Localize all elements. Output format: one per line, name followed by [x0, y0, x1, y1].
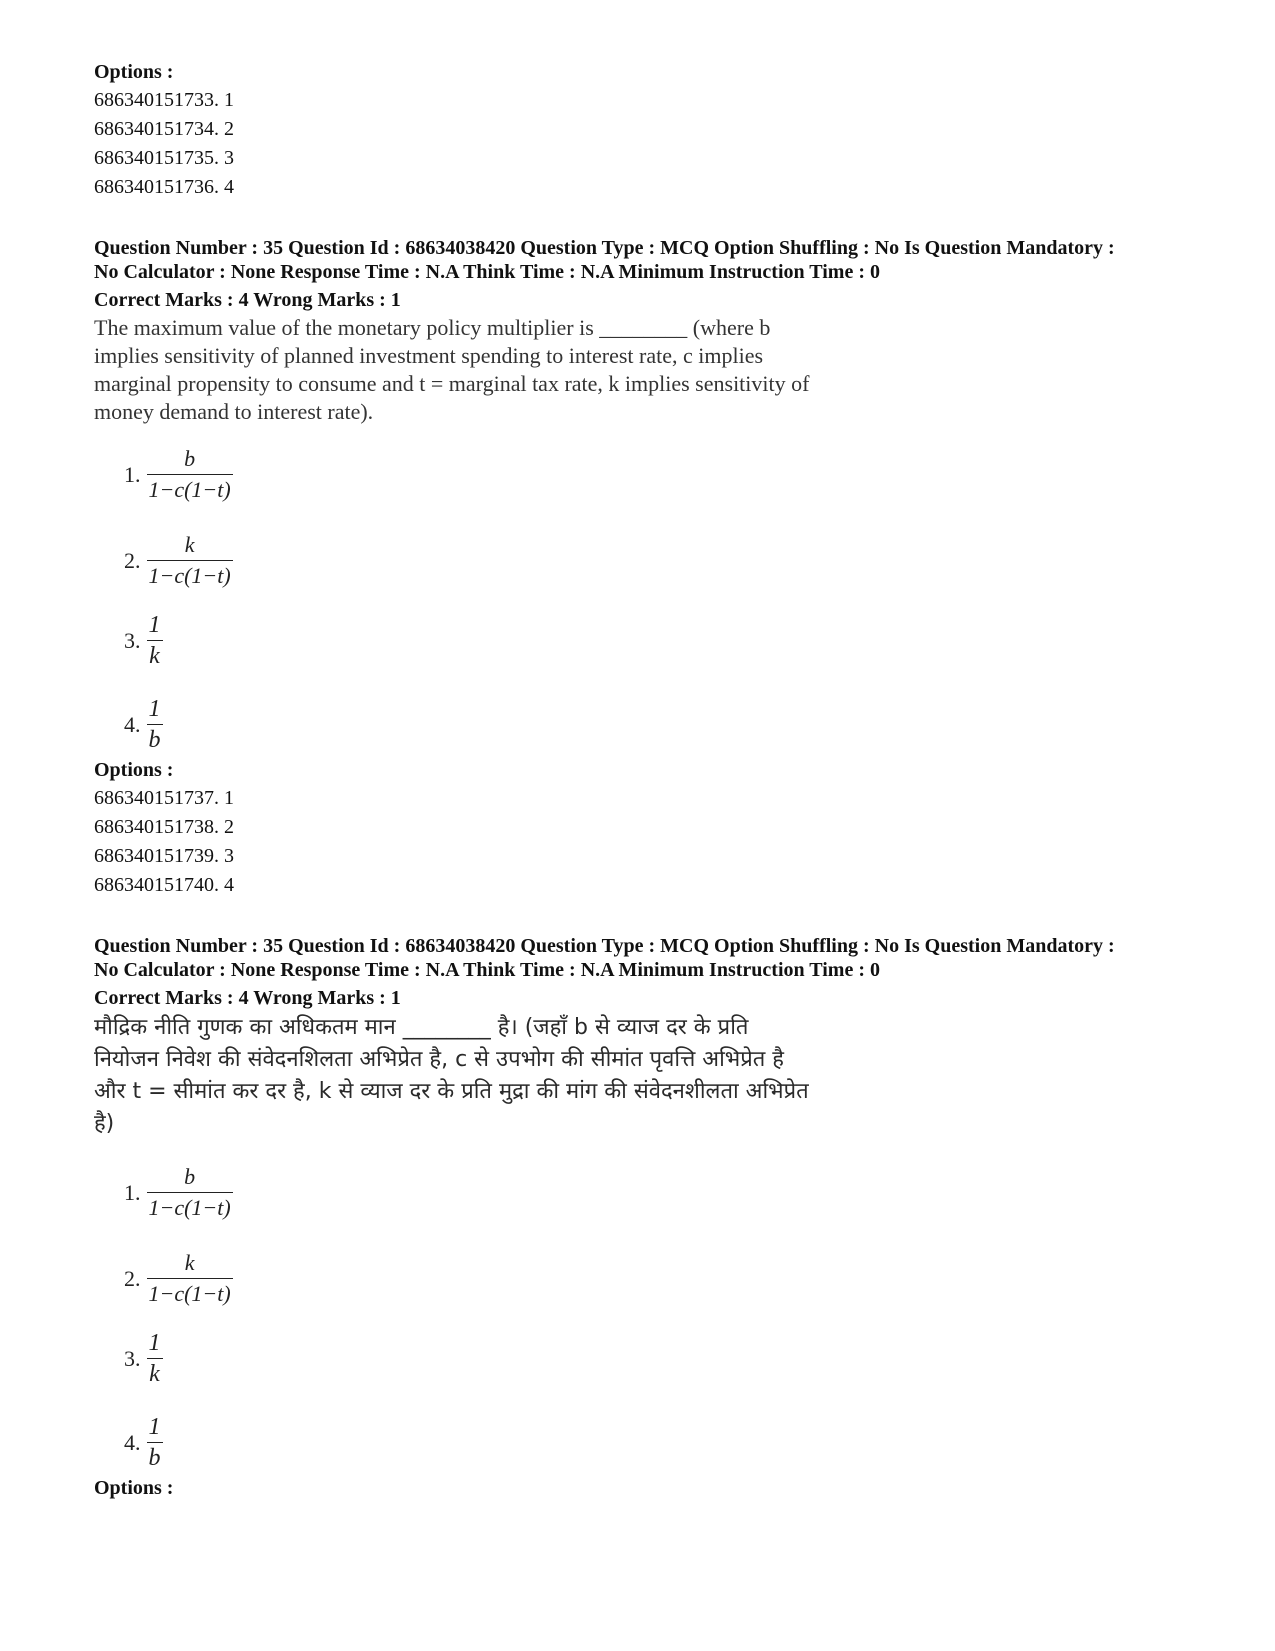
- q1-text-line: money demand to interest rate).: [94, 399, 374, 424]
- options-label: Options :: [94, 61, 174, 83]
- denominator: b: [148, 727, 161, 753]
- q1-text-line: The maximum value of the monetary policy multiplier is ________ (where b: [94, 315, 771, 340]
- q1-choice-4: [124, 696, 163, 753]
- q2-meta: [94, 934, 1214, 982]
- choice-number: 2.: [124, 547, 141, 573]
- fraction: [147, 1164, 233, 1221]
- q1-options-label: Options :: [94, 759, 174, 781]
- q2-meta-line2: No Calculator : None Response Time : N.A Think Time : N.A Minimum Instruction Time : 0: [94, 959, 880, 981]
- fraction: [147, 532, 233, 589]
- numerator: 1: [148, 612, 161, 638]
- fraction: [147, 1250, 233, 1307]
- option-item: 686340151740. 4: [94, 874, 234, 896]
- q2-choice-2: [124, 1250, 233, 1307]
- q1-choice-3: [124, 612, 163, 669]
- choice-number: 4.: [124, 711, 141, 737]
- q1-options-list: [94, 784, 234, 900]
- q2-text-line: नियोजन निवेश की संवेदनशिलता अभिप्रेत है, c से उपभोग की सीमांत पृवत्ति अभिप्रेत है: [94, 1047, 784, 1072]
- choice-number: 1.: [124, 1179, 141, 1205]
- q1-text-line: marginal propensity to consume and t = marginal tax rate, k implies sensitivity of: [94, 371, 810, 396]
- denominator: b: [148, 1445, 161, 1471]
- q1-choice-2: [124, 532, 233, 589]
- q2-options-label: Options :: [94, 1477, 174, 1499]
- denominator: 1−c(1−t): [148, 1195, 231, 1220]
- numerator: k: [184, 532, 195, 557]
- option-item: 686340151736. 4: [94, 176, 234, 198]
- q2-choice-1: [124, 1164, 233, 1221]
- q2-choice-3: [124, 1330, 163, 1387]
- q1-meta: [94, 236, 1214, 284]
- option-item: 686340151735. 3: [94, 147, 234, 169]
- fraction: [147, 612, 163, 669]
- choice-number: 1.: [124, 461, 141, 487]
- numerator: b: [184, 446, 196, 471]
- fraction: [147, 1414, 163, 1471]
- q2-choice-4: [124, 1414, 163, 1471]
- q1-meta-line2: No Calculator : None Response Time : N.A Think Time : N.A Minimum Instruction Time : 0: [94, 261, 880, 283]
- q2-meta-line1: Question Number : 35 Question Id : 68634038420 Question Type : MCQ Option Shuffling : No Is Question Mandatory :: [94, 935, 1115, 957]
- numerator: 1: [148, 1414, 161, 1440]
- numerator: k: [184, 1250, 195, 1275]
- q2-marks: Correct Marks : 4 Wrong Marks : 1: [94, 987, 401, 1009]
- denominator: k: [149, 643, 160, 669]
- choice-number: 4.: [124, 1429, 141, 1455]
- q2-question-text: [94, 1012, 914, 1140]
- denominator: 1−c(1−t): [148, 477, 231, 502]
- top-options-list: [94, 86, 234, 202]
- denominator: 1−c(1−t): [148, 563, 231, 588]
- q2-text-line: है): [94, 1111, 115, 1136]
- choice-number: 3.: [124, 1345, 141, 1371]
- option-item: 686340151734. 2: [94, 118, 234, 140]
- option-item: 686340151739. 3: [94, 845, 234, 867]
- option-item: 686340151737. 1: [94, 787, 234, 809]
- q1-text-line: implies sensitivity of planned investment spending to interest rate, c implies: [94, 343, 764, 368]
- denominator: 1−c(1−t): [148, 1281, 231, 1306]
- q2-text-line: और t = सीमांत कर दर है, k से व्याज दर के प्रति मुद्रा की मांग की संवेदनशीलता अभिप्रेत: [94, 1079, 809, 1104]
- fraction: [147, 696, 163, 753]
- numerator: 1: [148, 696, 161, 722]
- q1-question-text: [94, 314, 914, 426]
- q1-choice-1: [124, 446, 233, 503]
- numerator: 1: [148, 1330, 161, 1356]
- fraction: [147, 1330, 163, 1387]
- q1-marks: Correct Marks : 4 Wrong Marks : 1: [94, 289, 401, 311]
- q2-text-line: मौद्रिक नीति गुणक का अधिकतम मान ________ है। (जहाँ b से व्याज दर के प्रति: [94, 1015, 749, 1040]
- denominator: k: [149, 1361, 160, 1387]
- numerator: b: [184, 1164, 196, 1189]
- fraction: [147, 446, 233, 503]
- q1-meta-line1: Question Number : 35 Question Id : 68634038420 Question Type : MCQ Option Shuffling : No Is Question Mandatory :: [94, 237, 1115, 259]
- choice-number: 3.: [124, 627, 141, 653]
- option-item: 686340151733. 1: [94, 89, 234, 111]
- option-item: 686340151738. 2: [94, 816, 234, 838]
- choice-number: 2.: [124, 1265, 141, 1291]
